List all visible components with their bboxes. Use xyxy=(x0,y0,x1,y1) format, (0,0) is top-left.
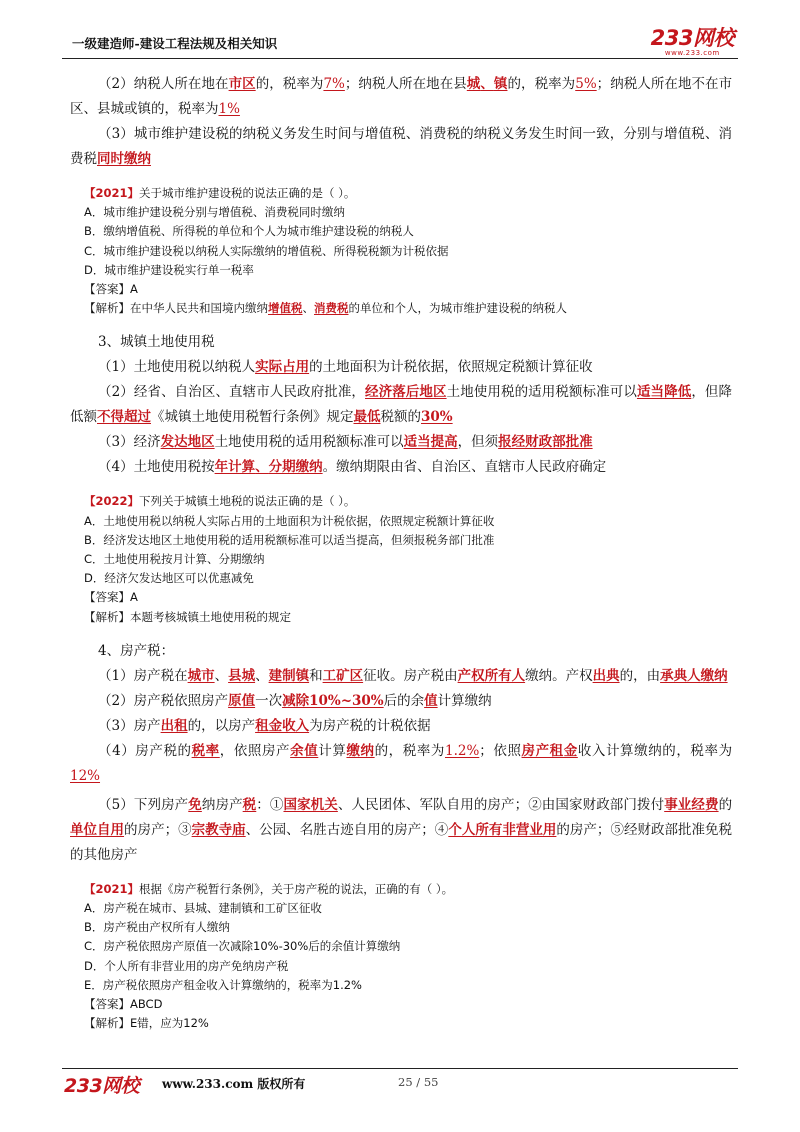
logo-url: www.233.com xyxy=(664,49,720,57)
page-footer xyxy=(62,1068,738,1097)
option-d: D．城市维护建设税实行单一税率 xyxy=(84,262,254,277)
s4-paragraph-2: （2）房产税依照房产原值一次减除10%~30%后的余值计算缴纳 xyxy=(98,692,492,709)
s3-paragraph-3: （3）经济发达地区土地使用税的适用税额标准可以适当提高，但须报经财政部批准 xyxy=(98,434,593,451)
answer-line: 【答案】ABCD xyxy=(84,997,163,1012)
logo-text: 233网校 xyxy=(650,26,734,50)
s4-paragraph-1: （1）房产税在城市、县城、建制镇和工矿区征收。房产税由产权所有人缴纳。产权出典的，由承典人缴纳 xyxy=(98,667,728,684)
question-stem: 【2022】下列关于城镇土地税的说法正确的是（ ）。 xyxy=(84,494,356,509)
s1-paragraph-3: （3）城市维护建设税的纳税义务发生时间与增值税、消费税的纳税义务发生时间一致，分别与增值税、消费税同时缴纳 xyxy=(70,126,732,167)
option-d: D．个人所有非营业用的房产免纳房产税 xyxy=(84,958,289,973)
page-header xyxy=(62,28,738,59)
s4-paragraph-3: （3）房产出租的，以房产租金收入为房产税的计税依据 xyxy=(98,717,431,734)
option-c: C．房产税依照房产原值一次减除10%-30%后的余值计算缴纳 xyxy=(84,939,401,954)
section-heading-land-tax: 3、城镇土地使用税 xyxy=(98,334,215,351)
option-a: A．土地使用税以纳税人实际占用的土地面积为计税依据，依照规定税额计算征收 xyxy=(84,513,495,528)
option-a: A．房产税在城市、县城、建制镇和工矿区征收 xyxy=(84,901,322,916)
s3-paragraph-4: （4）土地使用税按年计算、分期缴纳。缴纳期限由省、自治区、直辖市人民政府确定 xyxy=(98,459,607,476)
explanation-line: 【解析】在中华人民共和国境内缴纳增值税、消费税的单位和个人，为城市维护建设税的纳税人 xyxy=(84,301,567,316)
option-a: A．城市维护建设税分别与增值税、消费税同时缴纳 xyxy=(84,205,345,220)
question-stem: 【2021】关于城市维护建设税的说法正确的是（ ）。 xyxy=(84,186,356,200)
answer-line: 【答案】A xyxy=(84,590,138,605)
s4-paragraph-5: （5）下列房产免纳房产税：①国家机关、人民团体、军队自用的房产；②由国家财政部门拨付事业经费的单位自用的房产；③宗教寺庙、公园、名胜古迹自用的房产；④个人所有非营业用的房产；⑤经财政部批准免税的其他房产 xyxy=(70,796,733,863)
explanation-line: 【解析】E错，应为12% xyxy=(84,1016,209,1031)
option-b: B．经济发达地区土地使用税的适用税额标准可以适当提高，但须报税务部门批准 xyxy=(84,532,495,547)
option-c: C．土地使用税按月计算、分期缴纳 xyxy=(84,552,265,567)
explanation-line: 【解析】本题考核城镇土地使用税的规定 xyxy=(84,609,291,624)
question-block-3 xyxy=(84,880,732,1034)
footer-logo: 233网校 xyxy=(64,1075,140,1097)
document-title: 一级建造师-建设工程法规及相关知识 xyxy=(72,36,278,51)
section-heading-property-tax: 4、房产税： xyxy=(98,642,175,659)
footer-copyright: www.233.com 版权所有 xyxy=(162,1077,306,1091)
question-block-1 xyxy=(84,184,732,318)
s3-paragraph-1: （1）土地使用税以纳税人实际占用的土地面积为计税依据，依照规定税额计算征收 xyxy=(98,359,593,376)
s4-paragraph-4: （4）房产税的税率，依照房产余值计算缴纳的，税率为1.2%；依照房产租金收入计算缴纳的，税率为12% xyxy=(70,742,733,784)
option-d: D．经济欠发达地区可以优惠减免 xyxy=(84,571,254,586)
option-b: B．缴纳增值税、所得税的单位和个人为城市维护建设税的纳税人 xyxy=(84,224,414,239)
page-content xyxy=(70,72,732,1033)
option-c: C．城市维护建设税以纳税人实际缴纳的增值税、所得税税额为计税依据 xyxy=(84,243,449,258)
question-stem: 【2021】根据《房产税暂行条例》，关于房产税的说法，正确的有（ ）。 xyxy=(84,881,454,896)
answer-line: 【答案】A xyxy=(84,282,138,297)
option-b: B．房产税由产权所有人缴纳 xyxy=(84,920,230,935)
question-block-2 xyxy=(84,492,732,626)
brand-logo xyxy=(651,28,734,57)
page-number: 25 / 55 xyxy=(398,1075,439,1089)
option-e: E．房产税依照房产租金收入计算缴纳的，税率为1.2% xyxy=(84,977,362,992)
s3-paragraph-2: （2）经省、自治区、直辖市人民政府批准，经济落后地区土地使用税的适用税额标准可以适当降低，但降低额不得超过《城镇土地使用税暂行条例》规定最低税额的30% xyxy=(70,384,733,426)
s1-paragraph-2: （2）纳税人所在地在市区的，税率为7%；纳税人所在地在县城、镇的，税率为5%；纳税人所在地不在市区、县城或镇的，税率为1% xyxy=(70,76,733,117)
